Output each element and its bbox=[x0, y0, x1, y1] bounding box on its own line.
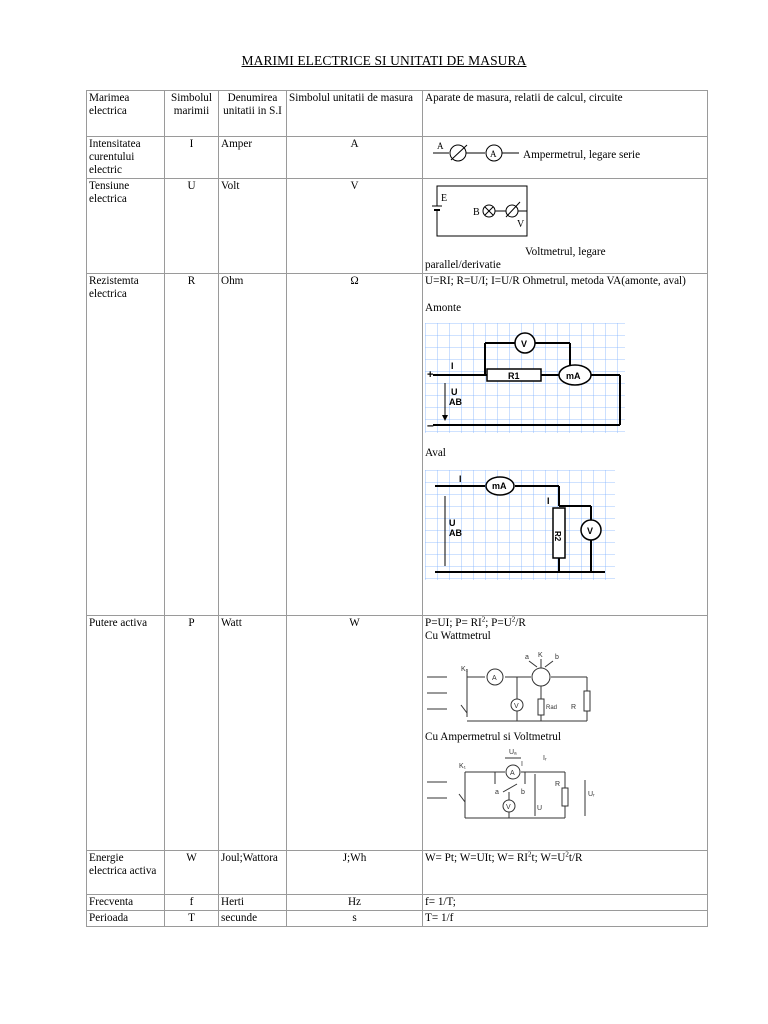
label-i2: I bbox=[547, 496, 550, 506]
aval-label: Aval bbox=[425, 447, 446, 459]
cell-aparate bbox=[423, 616, 708, 851]
cell-simbol: W bbox=[165, 851, 219, 895]
label-r: R bbox=[555, 781, 561, 788]
label-r2: R2 bbox=[553, 531, 562, 542]
label-ab: AB bbox=[449, 397, 462, 407]
cell-unitate: Watt bbox=[219, 616, 287, 851]
ammeter-voltmeter-circuit bbox=[425, 744, 600, 824]
table-row bbox=[87, 911, 708, 927]
ammeter-voltmeter-label: Cu Ampermetrul si Voltmetrul bbox=[425, 731, 562, 743]
label-b: b bbox=[521, 789, 525, 796]
table-row bbox=[87, 895, 708, 911]
cell-aparate bbox=[423, 274, 708, 616]
label-i: I bbox=[459, 474, 462, 484]
ammeter-caption: Ampermetrul, legare serie bbox=[523, 149, 641, 161]
cell-simbol-unitate: s bbox=[287, 911, 423, 927]
cell-marime: Energie electrica activa bbox=[87, 851, 165, 895]
label-a2: A bbox=[490, 149, 497, 159]
header-aparate: Aparate de masura, relatii de calcul, circuite bbox=[423, 91, 708, 137]
cell-simbol-unitate: Ω bbox=[287, 274, 423, 616]
svg-text:+: + bbox=[427, 369, 434, 381]
label-b: B bbox=[473, 207, 480, 218]
header-denumire: Denumirea unitatii in S.I bbox=[219, 91, 287, 137]
cell-simbol: T bbox=[165, 911, 219, 927]
table-row bbox=[87, 274, 708, 616]
cell-unitate: Herti bbox=[219, 895, 287, 911]
wattmeter-label: Cu Wattmetrul bbox=[425, 630, 491, 642]
cell-simbol-unitate: W bbox=[287, 616, 423, 851]
label-v: V bbox=[521, 339, 528, 349]
voltmeter-caption-1: Voltmetrul, legare bbox=[525, 246, 606, 258]
label-u: U bbox=[537, 805, 543, 812]
cell-marime: Putere activa bbox=[87, 616, 165, 851]
cell-aparate bbox=[423, 179, 708, 274]
svg-text:–: – bbox=[427, 418, 434, 432]
cell-marime: Rezistemta electrica bbox=[87, 274, 165, 616]
label-k1: K₁ bbox=[459, 763, 467, 770]
table-row bbox=[87, 616, 708, 851]
label-ma: mA bbox=[566, 371, 581, 381]
table-row bbox=[87, 137, 708, 179]
label-a1: A bbox=[437, 141, 444, 151]
cell-simbol: P bbox=[165, 616, 219, 851]
cell-simbol-unitate: V bbox=[287, 179, 423, 274]
cell-unitate: secunde bbox=[219, 911, 287, 927]
cell-unitate: Volt bbox=[219, 179, 287, 274]
cell-simbol-unitate: Hz bbox=[287, 895, 423, 911]
cell-simbol-unitate: A bbox=[287, 137, 423, 179]
label-e: E bbox=[441, 193, 448, 204]
header-simbol-unitate: Simbolul unitatii de masura bbox=[287, 91, 423, 137]
cell-aparate: W= Pt; W=UIt; $W= RI^2t$; $W=U^2t/R$ bbox=[423, 851, 708, 895]
label-r: R bbox=[571, 704, 577, 711]
label-i: I bbox=[521, 761, 523, 768]
cell-unitate: Joul;Wattora bbox=[219, 851, 287, 895]
cell-marime: Tensiune electrica bbox=[87, 179, 165, 274]
label-rad: Rad bbox=[546, 705, 558, 711]
label-ua: Uₐ bbox=[509, 749, 517, 756]
aval-circuit bbox=[425, 470, 615, 580]
table-row bbox=[87, 179, 708, 274]
label-k1: K₁ bbox=[461, 666, 469, 673]
cell-aparate bbox=[423, 137, 708, 179]
ammeter-series-diagram bbox=[431, 140, 521, 166]
cell-simbol: R bbox=[165, 274, 219, 616]
label-A: A bbox=[510, 770, 515, 777]
cell-unitate: Ohm bbox=[219, 274, 287, 616]
page-title: MARIMI ELECTRICE SI UNITATI DE MASURA bbox=[241, 53, 527, 68]
label-k: K bbox=[538, 652, 543, 659]
label-V: V bbox=[506, 804, 511, 811]
label-b: b bbox=[555, 654, 559, 661]
cell-aparate: T= 1/f bbox=[423, 911, 708, 927]
amonte-circuit bbox=[425, 323, 625, 433]
header-simbol: Simbolul marimii bbox=[165, 91, 219, 137]
label-ma: mA bbox=[492, 481, 507, 491]
wattmeter-circuit bbox=[425, 647, 600, 727]
label-A: A bbox=[492, 675, 497, 682]
label-a: a bbox=[525, 654, 529, 661]
voltmeter-caption-2: parallel/derivatie bbox=[425, 259, 501, 271]
label-v: V bbox=[517, 219, 525, 230]
label-ir: Iᵣ bbox=[543, 755, 547, 762]
label-ur: Uᵣ bbox=[588, 791, 595, 798]
cell-simbol-unitate: J;Wh bbox=[287, 851, 423, 895]
power-formulas: P=UI; $P= RI^2$; $P=U^2/R$ bbox=[425, 615, 526, 629]
cell-marime: Intensitatea curentului electric bbox=[87, 137, 165, 179]
resistance-formulas: U=RI; R=U/I; I=U/R Ohmetrul, metoda VA(amonte, aval) bbox=[425, 275, 686, 287]
label-ab: AB bbox=[449, 528, 462, 538]
cell-simbol: f bbox=[165, 895, 219, 911]
cell-marime: Perioada bbox=[87, 911, 165, 927]
label-V: V bbox=[514, 703, 519, 710]
cell-marime: Frecventa bbox=[87, 895, 165, 911]
cell-aparate: f= 1/T; bbox=[423, 895, 708, 911]
cell-unitate: Amper bbox=[219, 137, 287, 179]
table-row bbox=[87, 851, 708, 895]
amonte-label: Amonte bbox=[425, 302, 462, 314]
label-u: U bbox=[451, 387, 458, 397]
cell-simbol: U bbox=[165, 179, 219, 274]
units-table bbox=[86, 90, 708, 927]
cell-simbol: I bbox=[165, 137, 219, 179]
table-header-row bbox=[87, 91, 708, 137]
label-u: U bbox=[449, 518, 456, 528]
label-v: V bbox=[587, 526, 594, 536]
header-marime: Marimea electrica bbox=[87, 91, 165, 137]
voltmeter-parallel-diagram bbox=[429, 182, 539, 242]
label-i: I bbox=[451, 361, 454, 371]
label-a: a bbox=[495, 789, 499, 796]
label-r1: R1 bbox=[508, 371, 520, 381]
